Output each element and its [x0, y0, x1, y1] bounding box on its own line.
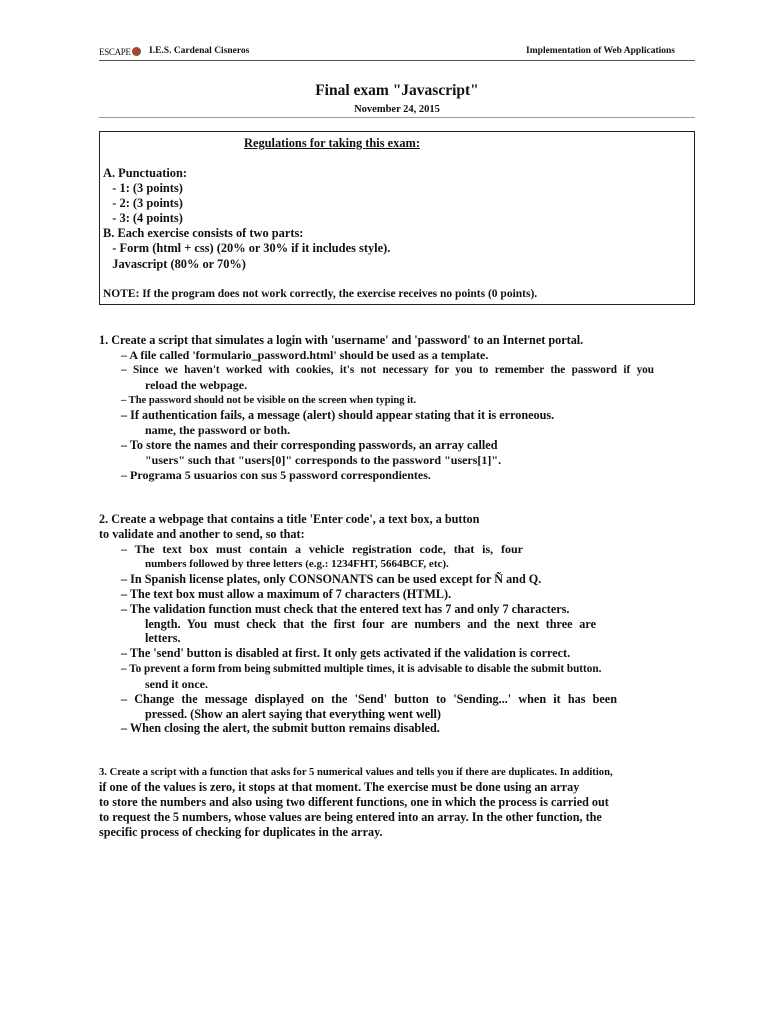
question-1-intro: 1. Create a script that simulates a login with 'username' and 'password' to an Internet portal.	[99, 333, 584, 347]
question-2-intro: 2. Create a webpage that contains a title 'Enter code', a text box, a button	[99, 512, 480, 526]
question-2-intro: to validate and another to send, so that:	[99, 527, 305, 541]
regulations-line: - Form (html + css) (20% or 30% if it includes style).	[103, 241, 391, 255]
regulations-line: - 2: (3 points)	[103, 196, 183, 210]
exam-date: November 24, 2015	[354, 104, 440, 115]
question-3-text: to store the numbers and also using two different functions, one in which the process is carried out	[99, 795, 609, 809]
list-item: – The text box must contain a vehicle registration code, that is, four	[121, 542, 523, 556]
logo-emblem-icon	[132, 47, 141, 56]
list-item-continuation: numbers followed by three letters (e.g.: 1234FHT, 5664BCF, etc).	[145, 558, 449, 570]
list-item: – The 'send' button is disabled at first. It only gets activated if the validation is correct.	[121, 646, 571, 660]
exam-title: Final exam "Javascript"	[315, 82, 479, 99]
list-item: – When closing the alert, the submit button remains disabled.	[121, 721, 440, 735]
course-subject: Implementation of Web Applications	[526, 46, 675, 56]
list-item: – The password should not be visible on the screen when typing it.	[121, 395, 417, 406]
list-item-continuation: "users" such that "users[0]" corresponds to the password "users[1]".	[145, 453, 502, 467]
list-item: – A file called 'formulario_password.html' should be used as a template.	[121, 348, 489, 362]
regulations-box	[99, 131, 695, 305]
list-item: – Change the message displayed on the 'Send' button to 'Sending...' when it has been	[121, 692, 617, 706]
divider	[99, 117, 695, 118]
list-item-continuation: letters.	[145, 631, 181, 645]
list-item: – Since we haven't worked with cookies, it's not necessary for you to remember the password if you	[121, 364, 654, 376]
list-item: – The validation function must check that the entered text has 7 and only 7 characters.	[121, 602, 570, 616]
question-3-text: to request the 5 numbers, whose values are being entered into an array. In the other function, the	[99, 810, 602, 824]
regulations-line: Javascript (80% or 70%)	[103, 257, 246, 271]
escape-logo: ESCAPE	[99, 47, 141, 57]
regulations-line: - 1: (3 points)	[103, 181, 183, 195]
question-3-text: specific process of checking for duplicates in the array.	[99, 825, 383, 839]
list-item: – To prevent a form from being submitted multiple times, it is advisable to disable the submit button.	[121, 663, 602, 675]
regulations-note: NOTE: If the program does not work correctly, the exercise receives no points (0 points).	[103, 288, 538, 300]
page-header	[99, 44, 695, 61]
list-item-continuation: reload the webpage.	[145, 378, 248, 392]
question-3-text: if one of the values is zero, it stops at that moment. The exercise must be done using an array	[99, 780, 580, 794]
list-item: – The text box must allow a maximum of 7 characters (HTML).	[121, 587, 452, 601]
list-item: – Programa 5 usuarios con sus 5 password correspondientes.	[121, 468, 431, 482]
list-item: – To store the names and their corresponding passwords, an array called	[121, 438, 498, 452]
list-item: – If authentication fails, a message (alert) should appear stating that it is erroneous.	[121, 408, 555, 422]
school-name: I.E.S. Cardenal Cisneros	[149, 46, 250, 56]
list-item: – In Spanish license plates, only CONSONANTS can be used except for Ñ and Q.	[121, 572, 542, 586]
regulations-line: A. Punctuation:	[103, 166, 187, 180]
regulations-line: - 3: (4 points)	[103, 211, 183, 225]
list-item-continuation: length. You must check that the first four are numbers and the next three are	[145, 617, 596, 631]
list-item-continuation: pressed. (Show an alert saying that everything went well)	[145, 707, 441, 721]
list-item-continuation: send it once.	[145, 677, 208, 691]
regulations-line: B. Each exercise consists of two parts:	[103, 226, 304, 240]
question-3-text: 3. Create a script with a function that asks for 5 numerical values and tells you if there are duplicates. In addition,	[99, 767, 613, 778]
list-item-continuation: name, the password or both.	[145, 423, 291, 437]
regulations-title: Regulations for taking this exam:	[244, 136, 420, 150]
